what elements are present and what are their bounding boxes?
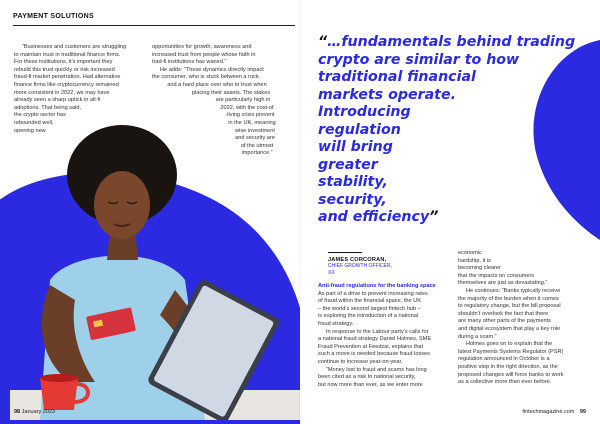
right-column-1	[318, 283, 446, 389]
pull-quote-line: stability,	[318, 174, 388, 190]
text-line: trad-fi institutions has waned.”	[152, 59, 227, 66]
text-line: finance firms like cryptocurrency remained	[14, 81, 119, 88]
right-page	[300, 0, 600, 424]
text-line: economic	[458, 250, 482, 256]
author-role: CHIEF GROWTH OFFICER,	[328, 263, 392, 269]
text-line: the majority of the burden when it comes	[458, 295, 559, 302]
text-line: fraud-fi market penetration. Had alternative	[14, 74, 121, 81]
text-line: adoptions. That being said,	[14, 104, 82, 111]
subheading: Anti-fraud regulations for the banking space	[318, 283, 436, 289]
pull-quote-line: crypto are similar to how	[318, 51, 520, 68]
text-line: but now more than ever, as we enter more	[318, 381, 423, 388]
text-line: – the world’s second largest fintech hub –	[318, 305, 421, 312]
text-line: are many other parts of the payments	[458, 318, 551, 325]
text-line: continue to increase year-on-year.	[318, 358, 403, 365]
text-line: the consumer, who is stuck between a rock	[152, 74, 259, 81]
pull-quote-line	[318, 209, 588, 227]
text-line: of fraud within the financial space, the UK	[318, 298, 421, 305]
text-line: been cited as a risk to national security,	[318, 374, 416, 381]
quote-attribution	[328, 252, 448, 276]
pull-quote-line: traditional financial	[318, 69, 476, 85]
attribution-rule	[328, 252, 362, 253]
text-line: a national fraud strategy Daniel Holmes, SME	[318, 336, 432, 343]
footer-right	[522, 409, 586, 415]
woman-with-tablet-photo	[10, 120, 300, 420]
text-line: to regulatory change, but the bill proposal	[458, 303, 561, 310]
text-line: opportunities for growth, awareness and	[152, 44, 252, 50]
open-quote-mark: “	[318, 34, 328, 50]
text-line: shouldn’t overlook the fact that there	[458, 310, 549, 317]
text-line: as a collective more than ever before.	[458, 379, 552, 386]
text-line: Holmes goes on to explain that the	[466, 341, 553, 348]
issue-date: January 2023	[21, 409, 55, 415]
text-line: “Businesses and customers are struggling	[22, 44, 127, 50]
text-line: hardship, it is	[458, 257, 491, 264]
text-line: in the UK, meaning	[228, 119, 276, 126]
text-line: such a move is needed because fraud losses	[318, 351, 430, 358]
text-line: themselves are just as devastating.”	[458, 280, 548, 287]
author-name: JAMES CORCORAN,	[328, 257, 387, 263]
pull-quote	[318, 34, 588, 227]
text-line: opening new	[14, 127, 46, 134]
text-line: placing their assets. The stakes	[191, 89, 271, 96]
text-line: For these institutions, it’s important they	[14, 59, 113, 66]
pull-quote-text: and efficiency	[318, 209, 430, 225]
text-line: latest Payments Systems Regulator (PSR)	[458, 348, 564, 355]
page-number: 98	[14, 409, 21, 415]
close-quote-mark: ”	[429, 209, 439, 225]
pull-quote-line: Introducing	[318, 104, 411, 120]
text-line: and digital ecosystem that play a key role	[458, 325, 561, 332]
site-name: fintechmagazine.com	[522, 409, 575, 415]
pull-quote-text: …fundamentals behind trading	[327, 34, 576, 50]
text-line: wise investment	[235, 127, 275, 134]
section-rule	[13, 25, 295, 26]
pull-quote-line: regulation	[318, 121, 401, 138]
text-line: -living crisis prevent	[225, 112, 275, 119]
text-line: becoming clearer	[458, 265, 501, 272]
text-line: during a scam.”	[458, 333, 497, 340]
pull-quote-line: markets operate.	[318, 86, 456, 103]
section-label: PAYMENT SOLUTIONS	[13, 13, 94, 20]
text-line: He continues: “Banks typically receive	[466, 287, 561, 294]
text-line: regulation announced in October is a	[458, 356, 550, 363]
text-line: Fraud Prevention at Feedzai, explains that	[318, 343, 424, 350]
text-line: is exploring the introduction of a national	[318, 313, 419, 320]
text-line: to maintain trust in traditional finance firms.	[14, 51, 121, 58]
text-line: fraud strategy.	[318, 320, 354, 327]
text-line: increased trust from people whose faith in	[152, 51, 256, 58]
text-line: He adds: “These dynamics directly impact	[160, 66, 264, 73]
text-line: the crypto sector has	[14, 112, 66, 119]
text-line: that the impacts on consumers	[458, 272, 535, 279]
text-line: of the utmost	[240, 142, 274, 149]
text-line: rebuild this trust quickly or risk increased	[14, 66, 115, 73]
text-line: proposed changes will force banks to work	[458, 371, 564, 378]
text-line: importance.”	[241, 150, 273, 157]
pull-quote-line: will bring	[318, 139, 393, 155]
author-company: XX	[328, 269, 335, 276]
text-line: rebounded well,	[14, 119, 54, 126]
text-line: positive step in the right direction, as the	[458, 363, 558, 370]
text-line: As part of a drive to prevent increasing rates	[318, 290, 428, 297]
pull-quote-line: security,	[318, 191, 387, 208]
text-line: more consistent in 2022, we may have	[14, 89, 110, 96]
text-line: “Money lost to fraud and scams has long	[326, 366, 427, 373]
right-column-2	[458, 250, 588, 387]
pull-quote-line: greater	[318, 156, 378, 173]
text-line: are particularly high in	[215, 97, 271, 104]
pull-quote-line	[318, 34, 588, 52]
text-line: already seen a sharp uptick in alt-fi	[14, 97, 101, 104]
text-line: In response to the Labour party’s calls for	[326, 328, 429, 335]
text-line: 2022, with the cost-of	[220, 104, 274, 111]
page-number: 99	[579, 409, 586, 415]
text-line: and security are	[235, 135, 275, 142]
text-line: and a hard place over who to trust when	[167, 81, 267, 88]
footer-left	[14, 409, 55, 415]
